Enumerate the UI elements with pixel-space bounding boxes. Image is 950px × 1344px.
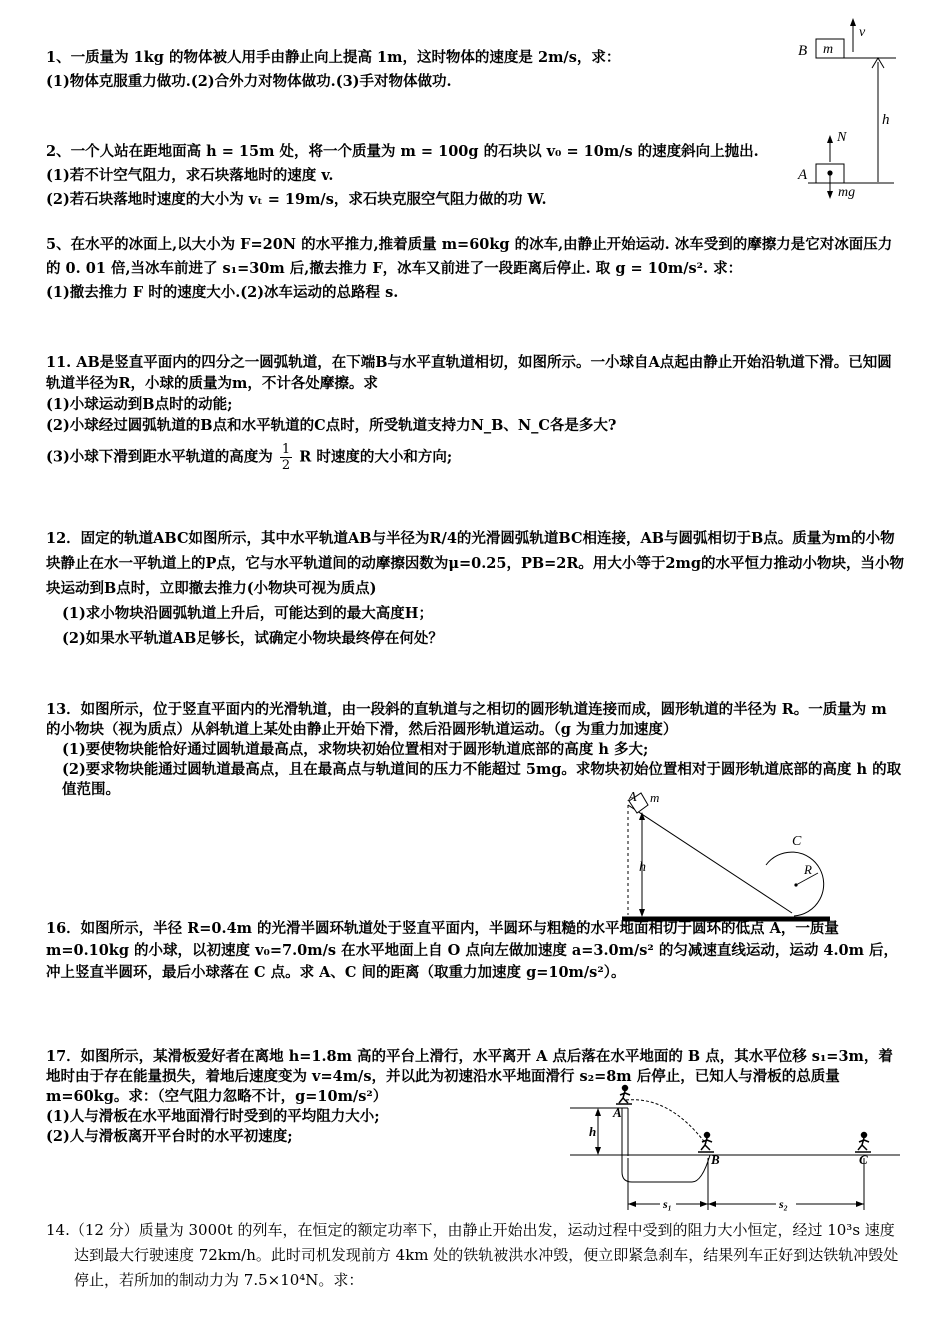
problem-1-questions: (1)物体克服重力做功.(2)合外力对物体做功.(3)手对物体做功. [46, 73, 452, 90]
label-s2: s₂ [779, 1197, 788, 1211]
problem-2-q2: (2)若石块落地时速度的大小为 vₜ = 19m/s，求石块克服空气阻力做的功 W. [46, 191, 547, 208]
problem-13-stem: 13．如图所示，位于竖直平面内的光滑轨道，由一段斜的直轨道与之相切的圆形轨道连接而成，圆形轨道的半径为 R。一质量为 m 的小物块（视为质点）从斜轨道上某处由静止开始下滑，然后沿圆形轨道运动。（g 为重力加速度） [46, 701, 887, 738]
problem-11-q3-post: R 时速度的大小和方向; [299, 448, 453, 466]
label-h: h [639, 860, 646, 875]
label-m-top: m [823, 42, 834, 57]
problem-1 [46, 46, 786, 94]
label-s1: s₁ [663, 1197, 672, 1211]
loop-track-figure [610, 785, 840, 925]
label-A: A [628, 790, 637, 805]
problem-14 [46, 1218, 906, 1293]
skater-icon [698, 1133, 714, 1153]
label-v: v [859, 25, 866, 40]
problem-2 [46, 140, 791, 212]
fraction-denominator: 2 [281, 458, 291, 473]
problem-17-q1: (1)人与滑板在水平地面滑行时受到的平均阻力大小; [46, 1108, 380, 1125]
problem-12-q1: (1)求小物块沿圆弧轨道上升后，可能达到的最大高度H； [62, 605, 434, 622]
label-mg: mg [838, 185, 856, 200]
skater-icon [855, 1133, 871, 1153]
label-h: h [882, 112, 890, 128]
label-A: A [798, 167, 808, 183]
label-R: R [804, 862, 812, 877]
label-C: C [859, 1152, 868, 1167]
lift-figure [790, 14, 900, 204]
label-h: h [589, 1124, 597, 1139]
problem-16 [46, 918, 906, 984]
problem-13-q2: (2)要求物块能通过圆轨道最高点，且在最高点与轨道间的压力不能超过 5mg。求物块初始位置相对于圆形轨道底部的高度 h 的取值范围。 [62, 761, 902, 798]
problem-11-q3-pre: (3)小球下滑到距水平轨道的高度为 [46, 448, 273, 466]
problem-2-stem: 2、一个人站在距地面高 h = 15m 处，将一个质量为 m = 100g 的石块以 v₀ = 10m/s 的速度斜向上抛出. [46, 143, 759, 160]
problem-13-q1: (1)要使物块能恰好通过圆轨道最高点，求物块初始位置相对于圆形轨道底部的高度 h 多大; [62, 741, 649, 758]
label-N: N [837, 130, 847, 145]
problem-1-stem: 1、一质量为 1kg 的物体被人用手由静止向上提高 1m，这时物体的速度是 2m/s，求： [46, 49, 621, 66]
problem-5 [46, 233, 906, 305]
label-A: A [613, 1105, 622, 1120]
label-C: C [792, 834, 802, 849]
skater-icon [616, 1086, 632, 1105]
skateboard-figure [570, 1082, 900, 1212]
problem-14-text: 14.（12 分）质量为 3000t 的列车，在恒定的额定功率下，由静止开始出发，运动过程中受到的阻力大小恒定，经过 10³s 速度达到最大行驶速度 72km/h。此时司机发现前方 4km 处的铁轨被洪水冲毁，便立即紧急刹车，结果列车正好到达铁轨冲毁处停止，若所加的制动力为 7.5×10⁴N。求： [46, 1221, 899, 1289]
problem-11 [46, 352, 906, 473]
problem-5-stem: 5、在水平的冰面上,以大小为 F=20N 的水平推力,推着质量 m=60kg 的冰车,由静止开始运动. 冰车受到的摩擦力是它对冰面压力的 0. 01 倍,当冰车前进了 s₁=30m 后,撤去推力 F，冰车又前进了一段距离后停止. 取 g = 10m/s². 求： [46, 236, 893, 277]
label-B: B [711, 1152, 720, 1167]
problem-16-text: 16．如图所示，半径 R=0.4m 的光滑半圆环轨道处于竖直平面内，半圆环与粗糙的水平地面相切于圆环的低点 A，一质量 m=0.10kg 的小球，以初速度 v₀=7.0m/s 在水平地面上自 O 点向左做加速度 a=3.0m/s² 的匀减速直线运动，运动 4.0m 后，冲上竖直半圆环，最后小球落在 C 点。求 A、C 间的距离（取重力加速度 g=10m/s²）。 [46, 920, 898, 981]
problem-11-q1: (1)小球运动到B点时的动能; [46, 396, 233, 413]
problem-11-q3 [46, 442, 906, 473]
problem-17-q2: (2)人与滑板离开平台时的水平初速度; [46, 1128, 293, 1145]
problem-12 [46, 526, 906, 651]
fraction [280, 442, 292, 473]
problem-11-q2: (2)小球经过圆弧轨道的B点和水平轨道的C点时，所受轨道支持力N_B、N_C各是多大? [46, 417, 617, 434]
problem-12-q2: (2)如果水平轨道AB足够长，试确定小物块最终停在何处？ [62, 630, 443, 647]
problem-5-questions: (1)撤去推力 F 时的速度大小.(2)冰车运动的总路程 s. [46, 284, 399, 301]
problem-17-stem: 17．如图所示，某滑板爱好者在离地 h=1.8m 高的平台上滑行，水平离开 A 点后落在水平地面的 B 点，其水平位移 s₁=3m，着地时由于存在能量损失，着地后速度变为 v=4m/s，并以此为初速沿水平地面滑行 s₂=8m 后停止，已知人与滑板的总质量 m=60kg。求：（空气阻力忽略不计，g=10m/s²） [46, 1048, 893, 1105]
fraction-numerator: 1 [281, 442, 291, 457]
label-m: m [650, 790, 660, 805]
problem-2-q1: (1)若不计空气阻力，求石块落地时的速度 v. [46, 167, 334, 184]
label-B: B [798, 43, 808, 59]
problem-12-stem: 12．固定的轨道ABC如图所示，其中水平轨道AB与半径为R/4的光滑圆弧轨道BC相连接，AB与圆弧相切于B点。质量为m的小物块静止在水一平轨道上的P点，它与水平轨道间的动摩擦因数为μ=0.25，PB=2R。用大小等于2mg的水平恒力推动小物块，当小物块运动到B点时，立即撤去推力(小物块可视为质点) [46, 530, 904, 597]
problem-11-stem: 11. AB是竖直平面内的四分之一圆弧轨道，在下端B与水平直轨道相切，如图所示。一小球自A点起由静止开始沿轨道下滑。已知圆轨道半径为R，小球的质量为m，不计各处摩擦。求 [46, 354, 892, 392]
